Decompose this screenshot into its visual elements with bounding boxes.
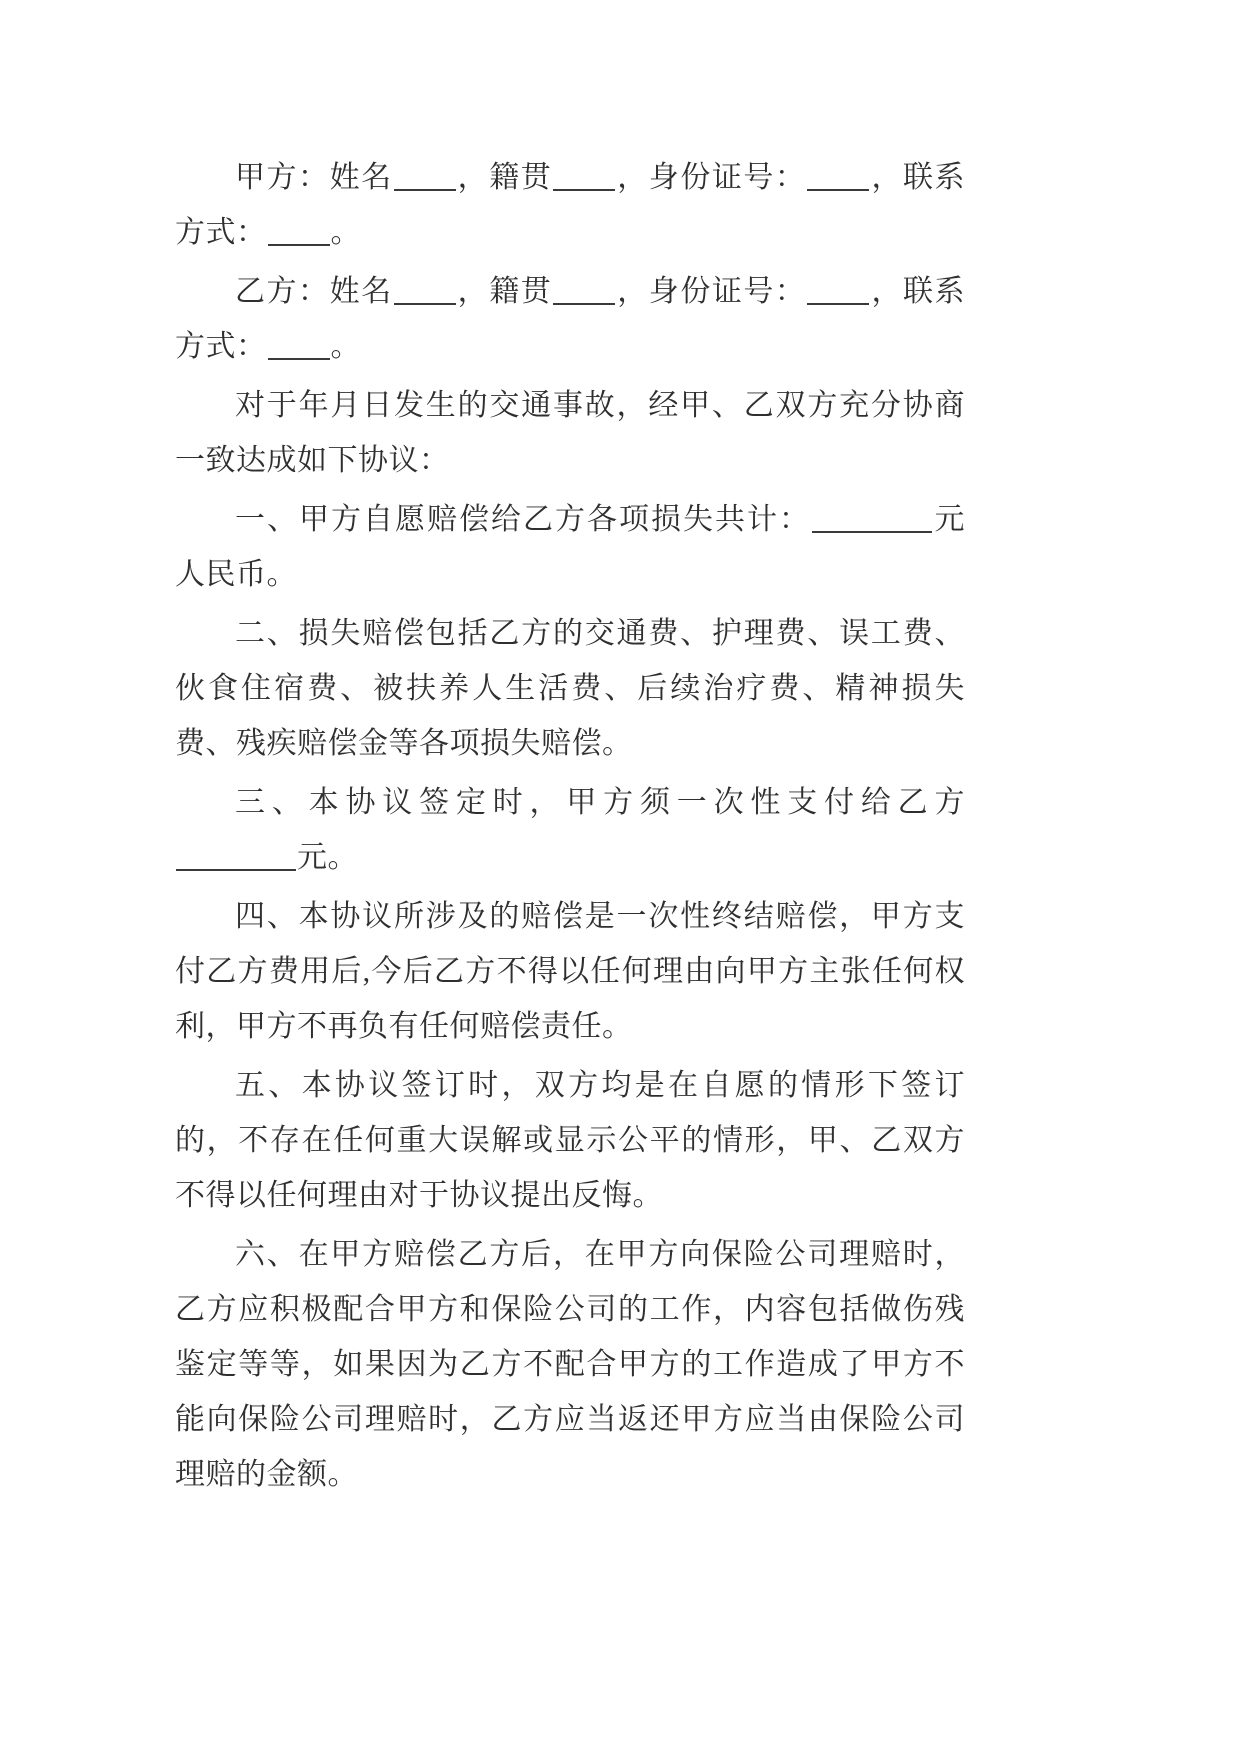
fill-in-blank[interactable]: [394, 303, 456, 305]
document-body: [175, 150, 965, 1502]
text-run: 三、本协议签定时，甲方须一次性支付给乙方: [235, 786, 965, 819]
fill-in-blank[interactable]: [807, 303, 869, 305]
text-run: 六、在甲方赔偿乙方后，在甲方向保险公司理赔时，乙方应积极配合甲方和保险公司的工作，内容包括做伤残鉴定等等，如果因为乙方不配合甲方的工作造成了甲方不能向保险公司理赔时，乙方应当返还甲方应当由保险公司理赔的金额。: [175, 1238, 965, 1491]
fill-in-blank[interactable]: [176, 869, 296, 871]
fill-in-blank[interactable]: [807, 189, 869, 191]
text-run: 一、甲方自愿赔偿给乙方各项损失共计：: [235, 503, 811, 536]
text-run: 二、损失赔偿包括乙方的交通费、护理费、误工费、伙食住宿费、被扶养人生活费、后续治疗费、精神损失费、残疾赔偿金等各项损失赔偿。: [175, 617, 965, 760]
fill-in-blank[interactable]: [553, 189, 615, 191]
fill-in-blank[interactable]: [812, 531, 932, 533]
text-run: 五、本协议签订时，双方均是在自愿的情形下签订的，不存在任何重大误解或显示公平的情形，甲、乙双方不得以任何理由对于协议提出反悔。: [175, 1069, 965, 1212]
paragraph-party-b-line: [175, 264, 965, 374]
text-run: ，身份证号：: [616, 161, 807, 194]
fill-in-blank[interactable]: [268, 358, 330, 360]
text-run: 元。: [297, 841, 358, 874]
text-run: ，籍贯: [456, 275, 553, 308]
fill-in-blank[interactable]: [268, 244, 330, 246]
paragraph-clause-6: [175, 1227, 965, 1502]
paragraph-clause-1: [175, 492, 965, 602]
text-run: ，籍贯: [456, 161, 553, 194]
text-run: 甲方：姓名: [235, 161, 393, 194]
fill-in-blank[interactable]: [553, 303, 615, 305]
text-run: 元人民币。: [175, 503, 965, 591]
paragraph-preamble: [175, 378, 965, 488]
fill-in-blank[interactable]: [394, 189, 456, 191]
paragraph-party-a-line: [175, 150, 965, 260]
text-run: 乙方：姓名: [235, 275, 393, 308]
paragraph-clause-2: [175, 606, 965, 771]
text-run: ，联系方式：: [175, 161, 966, 249]
paragraph-clause-4: [175, 889, 965, 1054]
text-run: 四、本协议所涉及的赔偿是一次性终结赔偿，甲方支付乙方费用后,今后乙方不得以任何理由向甲方主张任何权利，甲方不再负有任何赔偿责任。: [175, 900, 965, 1043]
text-run: ，联系方式：: [175, 275, 966, 363]
text-run: 对于年月日发生的交通事故，经甲、乙双方充分协商一致达成如下协议：: [175, 389, 965, 477]
text-run: 。: [330, 216, 361, 249]
text-run: 。: [330, 330, 361, 363]
text-run: ，身份证号：: [616, 275, 807, 308]
paragraph-clause-5: [175, 1058, 965, 1223]
paragraph-clause-3: [175, 775, 965, 885]
